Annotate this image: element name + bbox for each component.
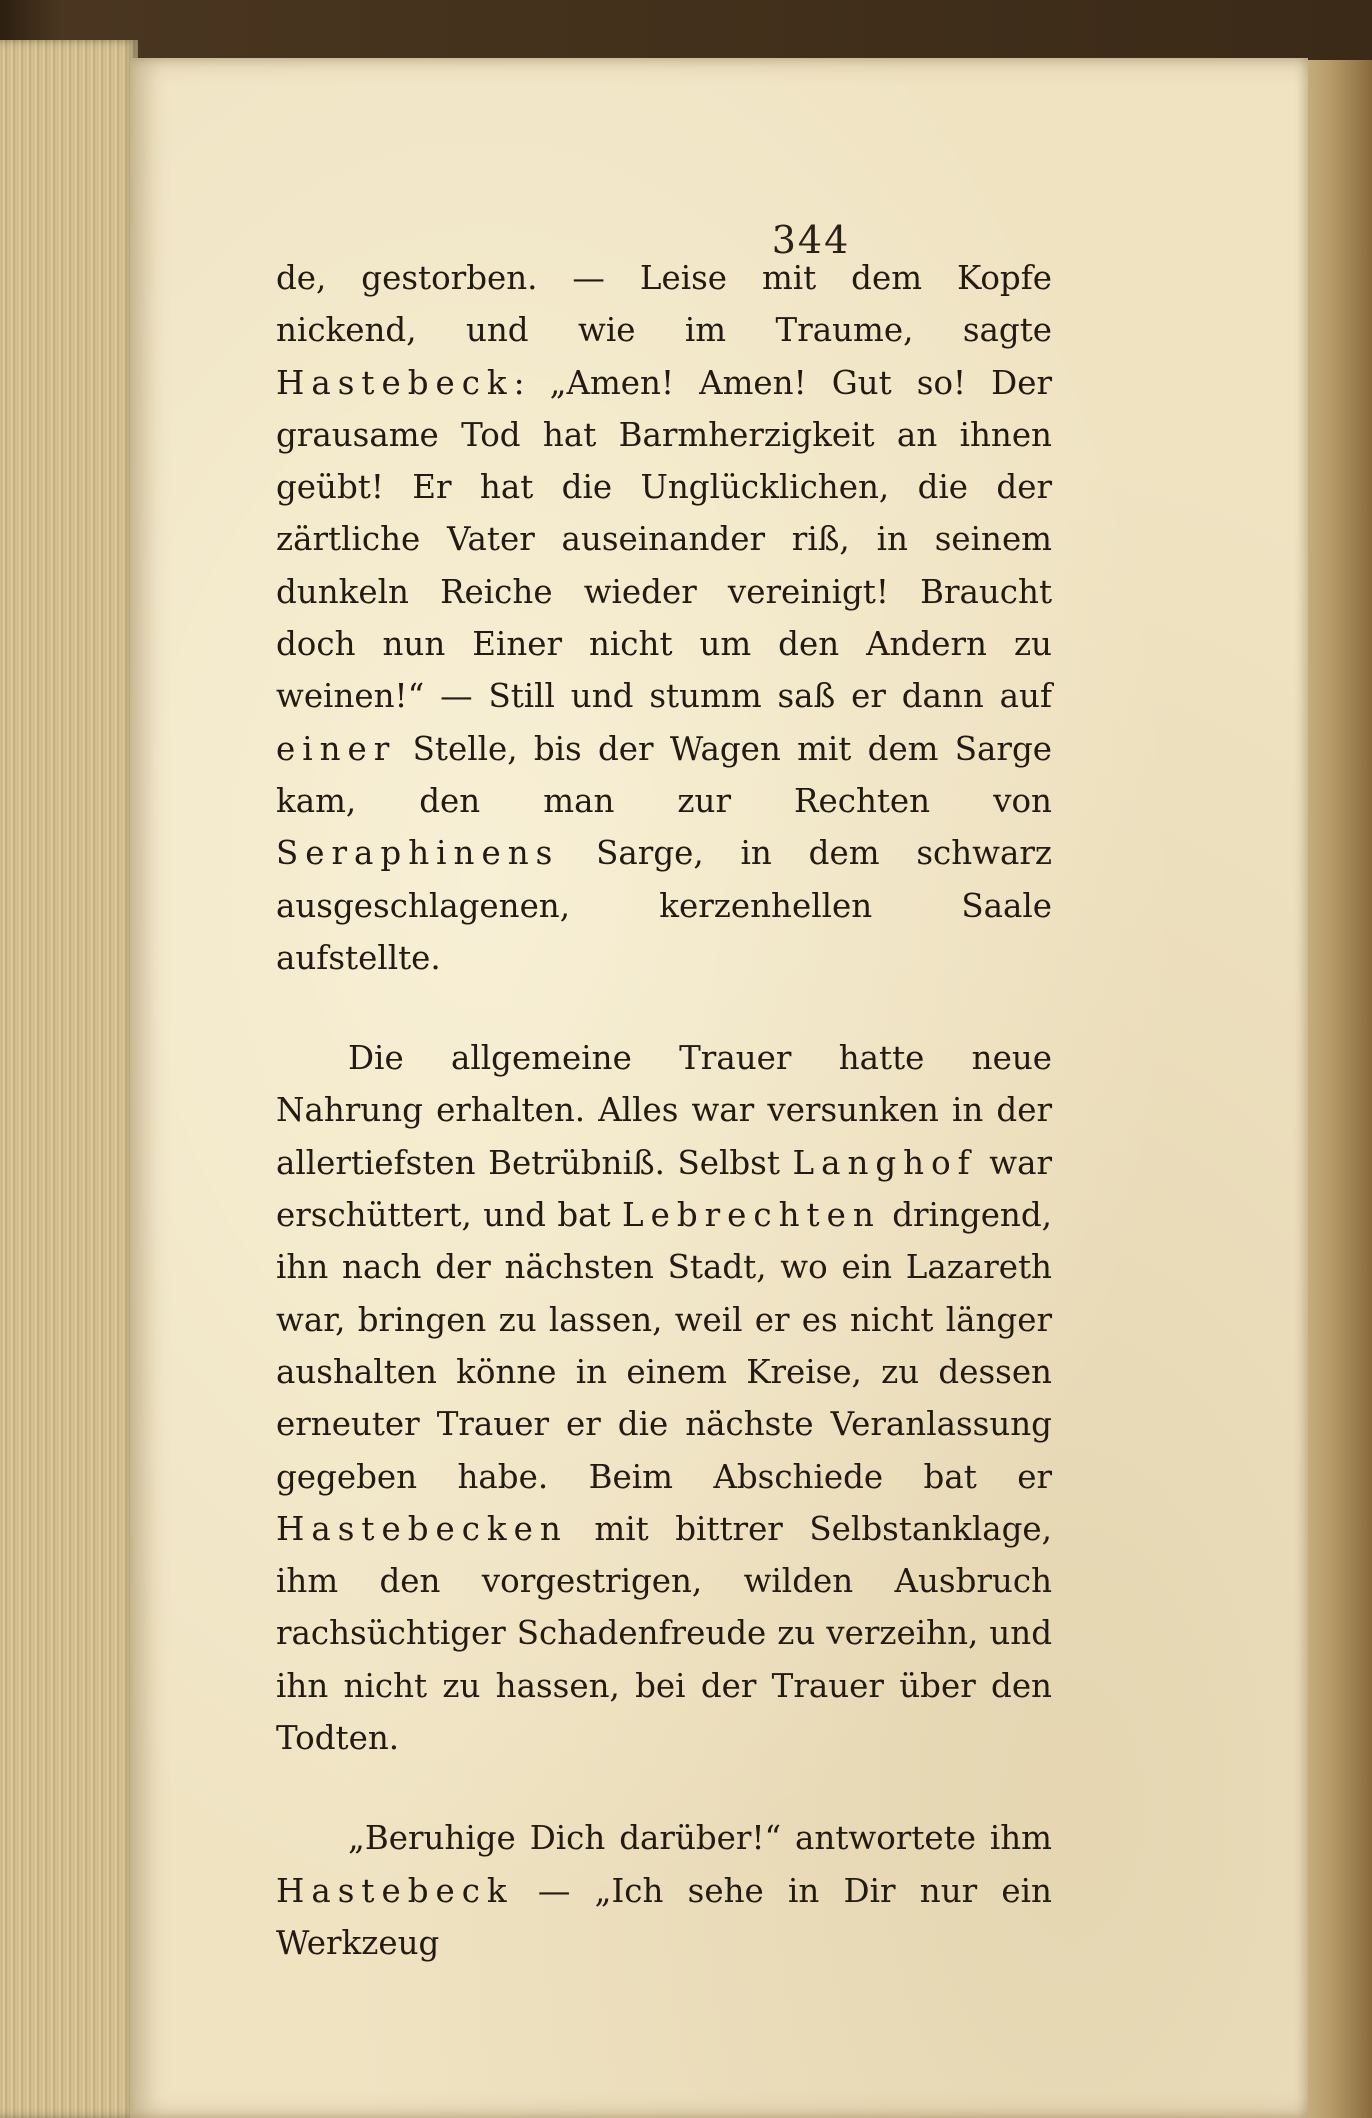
- page-number: 344: [771, 218, 851, 262]
- paragraph-2: [276, 1032, 1052, 1764]
- name-hastebeck: Hastebeck: [276, 1871, 514, 1910]
- facing-page-edge: [1300, 60, 1372, 2118]
- text-segment: mit bittrer Selbstanklage, ihm den vorgestrigen, wilden Ausbruch rachsüchtiger Schadenfreude zu verzeihn, und ihn nicht zu hassen, bei der Trauer über den Todten.: [276, 1509, 1052, 1758]
- paragraph-3: [276, 1812, 1052, 1969]
- name-hastebeck: Hastebeck: [276, 363, 514, 402]
- text-segment: de, gestorben. — Leise mit dem Kopfe nickend, und wie im Traume, sagte: [276, 259, 1052, 350]
- name-seraphinens: Seraphinens: [276, 834, 560, 873]
- text-segment: war erschüttert, und bat: [276, 1143, 1053, 1235]
- name-lebrechten: Lebrechten: [622, 1196, 881, 1235]
- body-text: [276, 252, 1052, 1969]
- page-edges: [0, 40, 138, 2118]
- text-segment: Die allgemeine Trauer hatte neue Nahrung erhalten. Alles war versunken in der allertiefsten Betrübniß. Selbst: [276, 1039, 1052, 1182]
- text-segment: Sarge, in dem schwarz ausgeschlagenen, kerzenhellen Saale aufstellte.: [276, 834, 1052, 977]
- name-hastebecken: Hastebecken: [276, 1509, 568, 1548]
- name-langhof: Langhof: [792, 1143, 977, 1182]
- text-segment: „Beruhige Dich darüber!“ antwortete ihm: [348, 1819, 1052, 1858]
- text-segment: : „Amen! Amen! Gut so! Der grausame Tod hat Barmherzigkeit an ihnen geübt! Er hat die Unglücklichen, die der zärtliche Vater auseinander riß, in seinem dunkeln Reiche wieder vereinigt! Braucht doch nun Einer nicht um den Andern zu weinen!“ — Still und stumm saß er dann auf: [276, 363, 1052, 716]
- text-segment: dringend, ihn nach der nächsten Stadt, wo ein Lazareth war, bringen zu lassen, weil er es nicht länger aushalten könne in einem Kreise, zu dessen erneuter Trauer er die nächste Veranlassung gegeben habe. Beim Abschiede bat er: [276, 1196, 1052, 1496]
- text-segment: Stelle, bis der Wagen mit dem Sarge kam, den man zur Rechten von: [276, 729, 1052, 820]
- paragraph-1: [276, 252, 1052, 984]
- text-segment: — „Ich sehe in Dir nur ein Werkzeug: [276, 1871, 1052, 1962]
- emphasis-einer: einer: [276, 729, 397, 768]
